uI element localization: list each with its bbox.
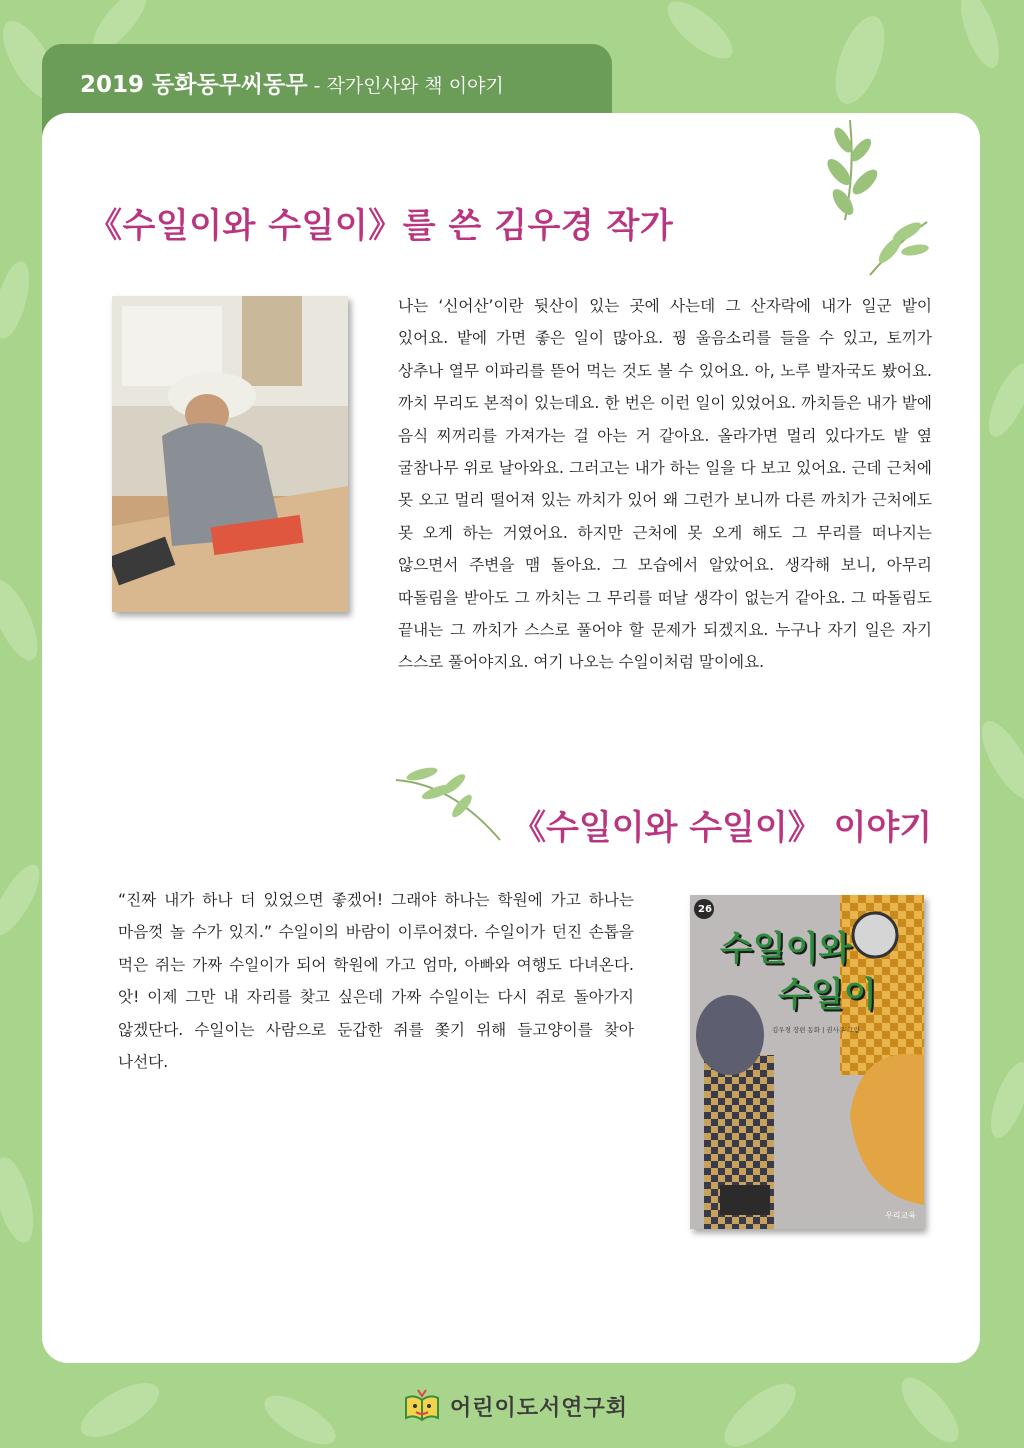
- author-photo: [112, 296, 348, 612]
- book-publisher: 우리교육: [885, 1211, 916, 1220]
- section1-title: 《수일이와 수일이》를 쓴 김우경 작가: [88, 206, 674, 246]
- header-subtitle: - 작가인사와 책 이야기: [307, 75, 504, 97]
- book-title-line1: 수일이와: [720, 929, 852, 969]
- section1-paragraph: 나는 ‘신어산’이란 뒷산이 있는 곳에 사는데 그 산자락에 내가 일군 밭이 있어요. 밭에 가면 좋은 일이 많아요. 꿩 울음소리를 들을 수 있고, 토끼가 상추나 열무 이파리를 뜯어 먹는 것도 볼 수 있어요. 아, 노루 발자국도 봤어요. 까치 무리도 본적이 있는데요. 한 번은 이런 일이 있었어요. 까치들은 내가 밭에 음식 찌꺼리를 가져가는 걸 아는 거 같아요. 올라가면 멀리 있다가도 밭 옆 굴참나무 위로 날아와요. 그러고는 내가 하는 일을 다 보고 있어요. 근데 근처에 못 오고 멀리 떨어져 있는 까치가 있어 왜 그런가 보니까 다른 까치가 근처에도 못 오게 하는 거였어요. 하지만 근처에 못 오게 해도 그 무리를 떠나지는 않으면서 주변을 맴 돌아요. 그 모습에서 알았어요. 생각해 보니, 아무리 따돌림을 받아도 그 까치는 그 무리를 떠날 생각이 없는거 같아요. 그 따돌림도 끝내는 그 까치가 스스로 풀어야 할 문제가 되겠지요. 누구나 자기 일은 자기 스스로 풀어야지요. 여기 나오는 수일이처럼 말이에요.: [398, 297, 932, 672]
- footer-org-name: 어린이도서연구회: [450, 1395, 629, 1421]
- book-cover: [690, 895, 924, 1229]
- leaf-branch-icon: [815, 110, 935, 280]
- book-title-line2: 수일이: [778, 975, 877, 1015]
- book-series-number: 26: [698, 904, 712, 915]
- footer-logo: [402, 1384, 632, 1428]
- open-book-icon: [402, 1386, 442, 1426]
- header-year-title: 2019 동화동무씨동무: [80, 72, 308, 98]
- book-credits: 김우경 장편 동화 | 권사우 그림: [772, 1026, 860, 1034]
- leaf-sprig-icon: [392, 764, 507, 844]
- section2-paragraph: “진짜 내가 하나 더 있었으면 좋겠어! 그래야 하나는 학원에 가고 하나는 마음껏 놀 수가 있지.” 수일이의 바람이 이루어졌다. 수일이가 던진 손톱을 먹은 쥐는 가짜 수일이가 되어 학원에 가고 엄마, 아빠와 여행도 다녀온다. 앗! 이제 그만 내 자리를 찾고 싶은데 가짜 수일이는 다시 쥐로 돌아가지 않겠단다. 수일이는 사람으로 둔갑한 쥐를 쫓기 위해 들고양이를 찾아 나선다.: [118, 891, 634, 1072]
- section2-title: 《수일이와 수일이》 이야기: [512, 808, 933, 848]
